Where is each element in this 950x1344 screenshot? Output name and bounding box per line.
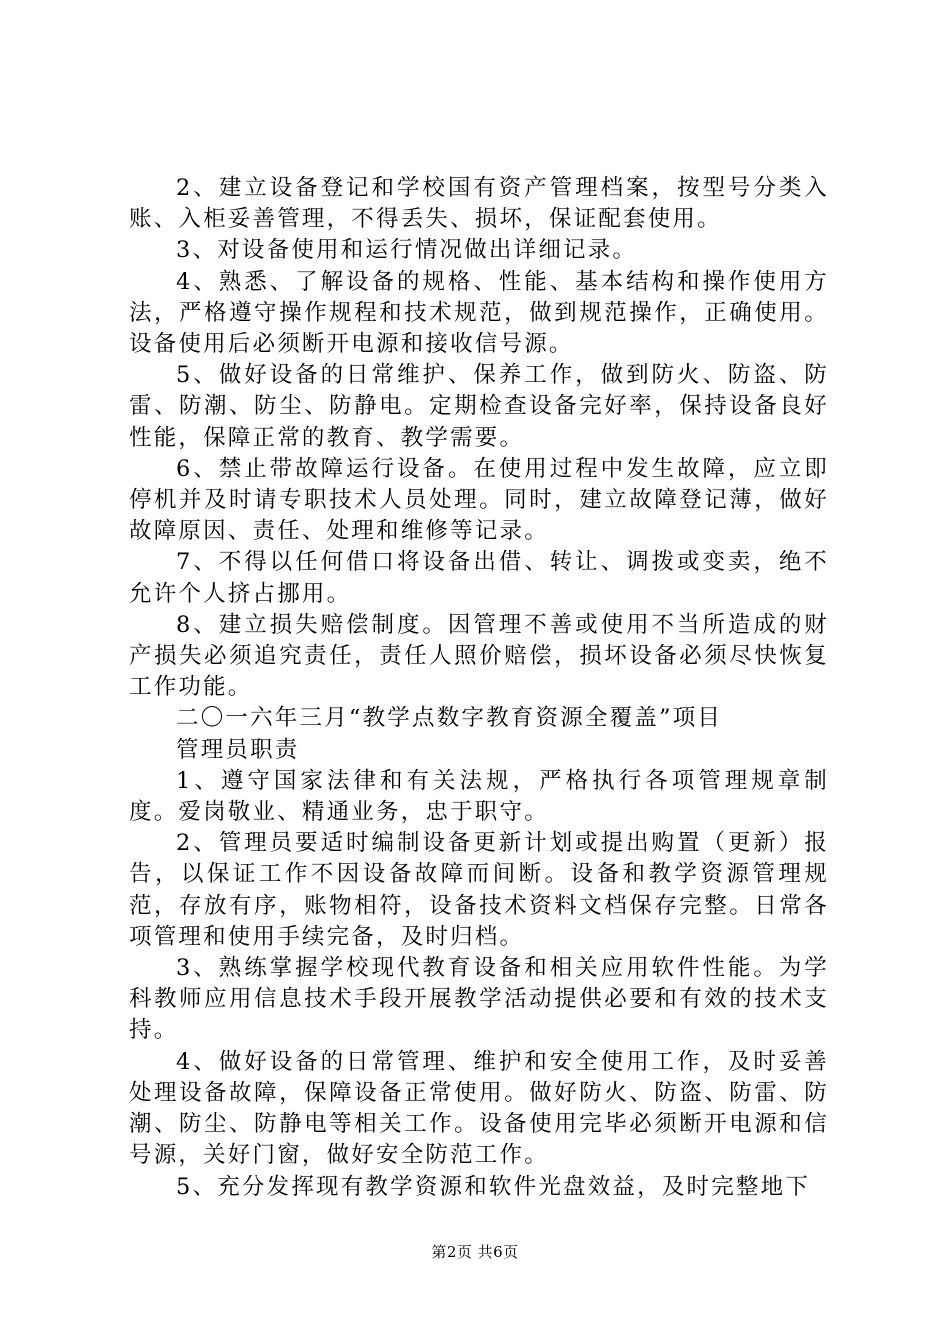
paragraph-duty-4: 4、做好设备的日常管理、维护和安全使用工作，及时妥善处理设备故障，保障设备正常使用。做好防火、防盗、防雷、防潮、防尘、防静电等相关工作。设备使用完毕必须断开电源和信号源，关好门窗，做好安全防范工作。 [129, 1048, 829, 1169]
paragraph-duty-1: 1、遵守国家法律和有关法规，严格执行各项管理规章制度。爱岗敬业、精通业务，忠于职守。 [129, 767, 829, 826]
paragraph-rule-7: 7、不得以任何借口将设备出借、转让、调拨或变卖，绝不允许个人挤占挪用。 [129, 549, 829, 607]
paragraph-rule-6: 6、禁止带故障运行设备。在使用过程中发生故障，应立即停机并及时请专职技术人员处理。同时，建立故障登记薄，做好故障原因、责任、处理和维修等记录。 [129, 455, 829, 545]
document-body [129, 173, 829, 1203]
paragraph-rule-2: 2、建立设备登记和学校国有资产管理档案，按型号分类入账、入柜妥善管理，不得丢失、损坏，保证配套使用。 [129, 175, 829, 233]
paragraph-duty-2: 2、管理员要适时编制设备更新计划或提出购置（更新）报告，以保证工作不因设备故障而间断。设备和教学资源管理规范，存放有序，账物相符，设备技术资料文档保存完整。日常各项管理和使用手续完备，及时归档。 [129, 830, 829, 950]
paragraph-rule-8: 8、建立损失赔偿制度。因管理不善或使用不当所造成的财产损失必须追究责任，责任人照价赔偿，损坏设备必须尽快恢复工作功能。 [129, 611, 829, 701]
paragraph-date-line: 二〇一六年三月“教学点数字教育资源全覆盖”项目 [176, 705, 723, 732]
paragraph-rule-4: 4、熟悉、了解设备的规格、性能、基本结构和操作使用方法，严格遵守操作规程和技术规范，做到规范操作，正确使用。设备使用后必须断开电源和接收信号源。 [129, 268, 829, 358]
paragraph-rule-5: 5、做好设备的日常维护、保养工作，做到防火、防盗、防雷、防潮、防尘、防静电。定期检查设备完好率，保持设备良好性能，保障正常的教育、教学需要。 [129, 362, 829, 451]
section-heading: 管理员职责 [176, 736, 300, 763]
page-number-label: 第2页 共6页 [431, 1243, 519, 1261]
page-footer [0, 1242, 950, 1262]
paragraph-duty-5: 5、充分发挥现有教学资源和软件光盘效益，及时完整地下 [176, 1173, 811, 1200]
paragraph-rule-3: 3、对设备使用和运行情况做出详细记录。 [176, 237, 638, 264]
paragraph-duty-3: 3、熟练掌握学校现代教育设备和相关应用软件性能。为学科教师应用信息技术手段开展教学活动提供必要和有效的技术支持。 [129, 955, 829, 1044]
